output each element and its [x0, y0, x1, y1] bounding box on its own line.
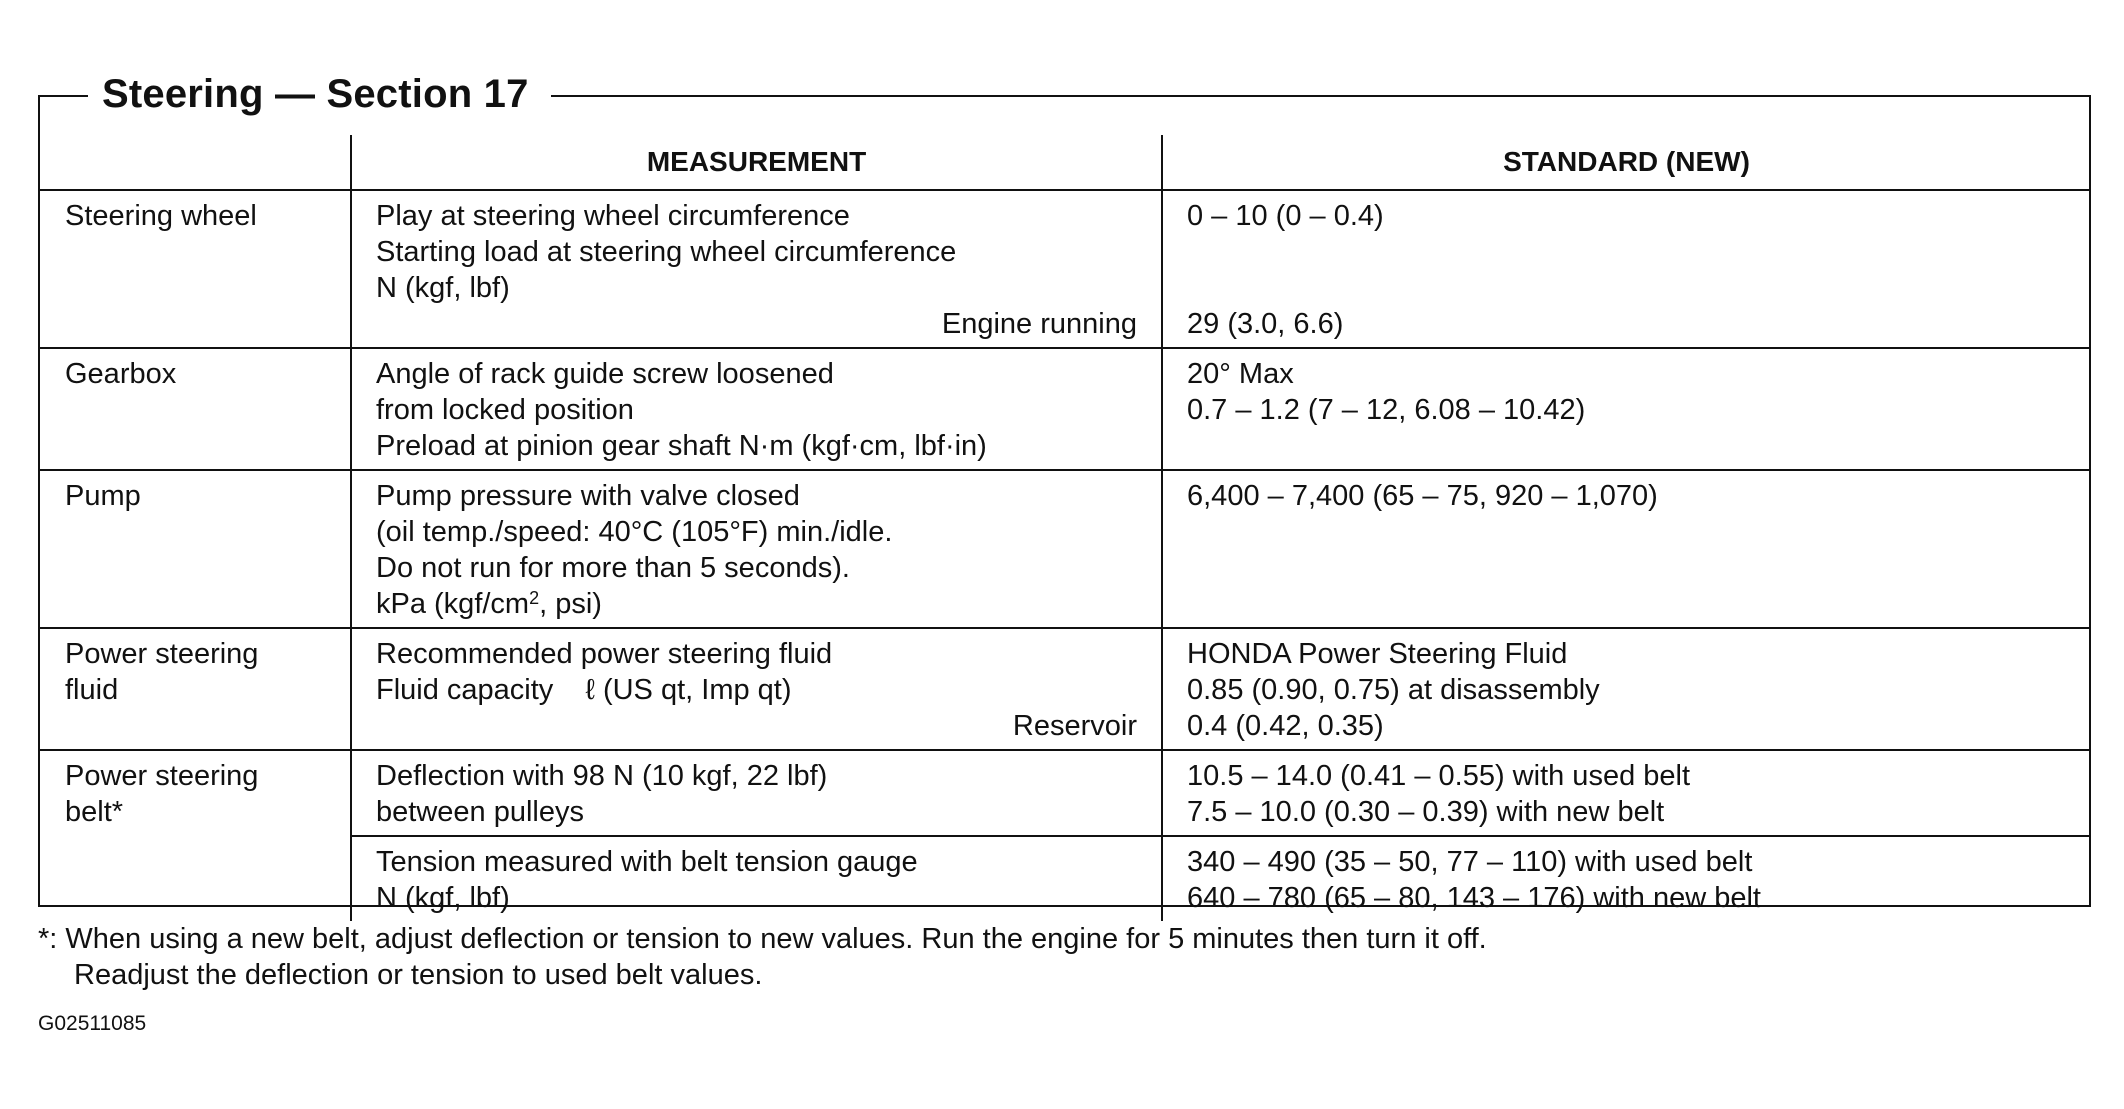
- standard-value: 20° Max: [1187, 358, 1294, 390]
- unit-text: kPa (kgf/cm: [376, 588, 530, 620]
- measurement-cell: [351, 750, 1162, 836]
- measurement-cell: [351, 628, 1162, 750]
- standard-value: 6,400 – 7,400 (65 – 75, 920 – 1,070): [1187, 480, 1658, 512]
- standard-cell: [1162, 470, 2090, 628]
- standard-value: 29 (3.0, 6.6): [1187, 308, 1344, 340]
- header-measurement: MEASUREMENT: [351, 135, 1162, 190]
- measurement-cell: [351, 348, 1162, 470]
- footnote-line: *: When using a new belt, adjust deflection or tension to new values. Run the engine for 5 minutes then turn it off.: [38, 923, 1487, 955]
- row-label-steering-wheel: [39, 190, 351, 348]
- table-row-steering-wheel: [39, 190, 2090, 348]
- measurement-line: Starting load at steering wheel circumference: [376, 236, 957, 268]
- standard-value: 0 – 10 (0 – 0.4): [1187, 200, 1384, 232]
- standard-value: 0.85 (0.90, 0.75) at disassembly: [1187, 674, 1600, 706]
- figure-code: G02511085: [38, 1012, 147, 1035]
- standard-cell: [1162, 750, 2090, 836]
- standard-value: 7.5 – 10.0 (0.30 – 0.39) with new belt: [1187, 796, 1665, 828]
- measurement-condition: Reservoir: [1012, 710, 1137, 742]
- measurement-line: Do not run for more than 5 seconds).: [376, 552, 850, 584]
- measurement-line: Deflection with 98 N (10 kgf, 22 lbf): [376, 760, 828, 792]
- measurement-cell: [351, 836, 1162, 921]
- unit-superscript: 2: [529, 588, 540, 608]
- measurement-line: N (kgf, lbf): [376, 882, 510, 914]
- standard-value: 640 – 780 (65 – 80, 143 – 176) with new belt: [1187, 882, 1761, 914]
- measurement-line: Angle of rack guide screw loosened: [376, 358, 834, 390]
- standard-value: 0.4 (0.42, 0.35): [1187, 710, 1384, 742]
- row-label: Gearbox: [65, 358, 177, 390]
- measurement-cell: [351, 190, 1162, 348]
- row-label: fluid: [65, 674, 119, 706]
- standard-value: 0.7 – 1.2 (7 – 12, 6.08 – 10.42): [1187, 394, 1586, 426]
- row-label-power-steering-fluid: [39, 628, 351, 750]
- standard-cell: [1162, 628, 2090, 750]
- steering-spec-table: [39, 135, 2090, 921]
- header-item: [39, 135, 351, 190]
- measurement-cell: [351, 470, 1162, 628]
- measurement-condition: Engine running: [941, 308, 1137, 340]
- header-standard: STANDARD (NEW): [1162, 135, 2090, 190]
- measurement-line: N (kgf, lbf): [376, 272, 510, 304]
- standard-cell: [1162, 348, 2090, 470]
- row-label-gearbox: [39, 348, 351, 470]
- measurement-line: Preload at pinion gear shaft N·m (kgf·cm, lbf·in): [376, 430, 987, 462]
- measurement-line: Pump pressure with valve closed: [376, 480, 800, 512]
- measurement-line: Fluid capacity ℓ (US qt, Imp qt): [376, 674, 792, 706]
- measurement-line: Recommended power steering fluid: [376, 638, 833, 670]
- measurement-line: Play at steering wheel circumference: [376, 200, 850, 232]
- measurement-line: from locked position: [376, 394, 634, 426]
- row-label: Power steering: [65, 638, 259, 670]
- measurement-line: between pulleys: [376, 796, 584, 828]
- unit-text: , psi): [539, 588, 602, 620]
- spacer: [1187, 234, 2090, 270]
- table-header-row: [39, 135, 2090, 190]
- table-row-power-steering-fluid: [39, 628, 2090, 750]
- table-row-belt-deflection: [39, 750, 2090, 836]
- row-label: Steering wheel: [65, 200, 257, 232]
- row-label: belt*: [65, 796, 124, 828]
- row-label: Pump: [65, 480, 141, 512]
- standard-cell: [1162, 836, 2090, 921]
- standard-value: 340 – 490 (35 – 50, 77 – 110) with used belt: [1187, 846, 1753, 878]
- section-title: Steering — Section 17: [88, 68, 551, 120]
- spacer: [1187, 270, 2090, 306]
- standard-value: HONDA Power Steering Fluid: [1187, 638, 1568, 670]
- footnote-line: Readjust the deflection or tension to used belt values.: [74, 959, 763, 991]
- footnote: [38, 921, 1487, 993]
- measurement-line: (oil temp./speed: 40°C (105°F) min./idle.: [376, 516, 893, 548]
- measurement-unit-line: [376, 586, 1161, 622]
- row-label-pump: [39, 470, 351, 628]
- standard-cell: [1162, 190, 2090, 348]
- row-label-power-steering-belt: [39, 750, 351, 921]
- table-row-pump: [39, 470, 2090, 628]
- standard-value: 10.5 – 14.0 (0.41 – 0.55) with used belt: [1187, 760, 1691, 792]
- table-row-gearbox: [39, 348, 2090, 470]
- row-label: Power steering: [65, 760, 259, 792]
- measurement-line: Tension measured with belt tension gauge: [376, 846, 918, 878]
